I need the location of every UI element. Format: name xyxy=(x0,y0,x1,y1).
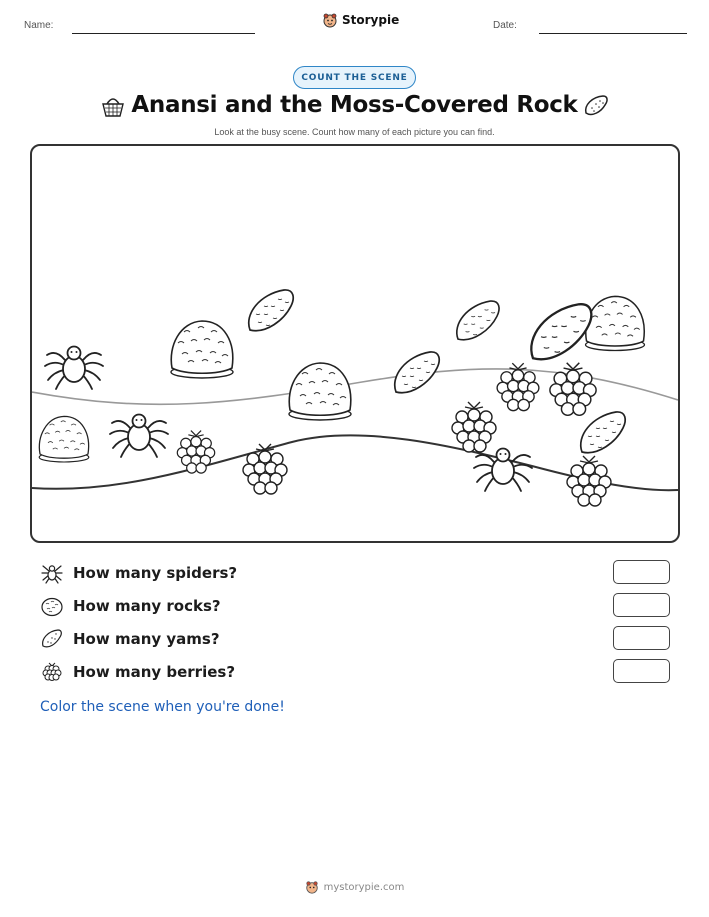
storypie-mascot-icon xyxy=(305,880,319,894)
name-line[interactable] xyxy=(72,33,255,34)
footer-site: mystorypie.com xyxy=(323,881,405,893)
date-label: Date: xyxy=(493,20,517,31)
scene-rock xyxy=(289,363,351,420)
question-text: How many berries? xyxy=(73,663,236,681)
busy-scene xyxy=(30,144,680,543)
answer-box-rocks[interactable] xyxy=(613,593,670,617)
answer-box-berries[interactable] xyxy=(613,659,670,683)
question-berries xyxy=(40,659,670,685)
answer-box-yams[interactable] xyxy=(613,626,670,650)
scene-berry xyxy=(452,402,496,452)
question-yams xyxy=(40,626,670,652)
scene-rock xyxy=(586,296,645,350)
scene-yam xyxy=(249,290,293,331)
spider-icon xyxy=(40,561,64,585)
scene-berry xyxy=(177,431,214,474)
worksheet-tag: COUNT THE SCENE xyxy=(293,66,416,89)
question-rocks xyxy=(40,593,670,619)
scene-yam xyxy=(581,412,625,453)
storypie-mascot-icon xyxy=(322,12,338,28)
scene-spider xyxy=(474,449,532,492)
scene-yam xyxy=(395,352,439,393)
rock-icon xyxy=(40,594,64,618)
scene-rock xyxy=(39,416,89,462)
date-line[interactable] xyxy=(539,33,687,34)
question-text: How many spiders? xyxy=(73,564,238,582)
worksheet-title: Anansi and the Moss-Covered Rock xyxy=(131,92,578,118)
name-label: Name: xyxy=(24,20,54,31)
scene-yam xyxy=(457,301,499,340)
question-text: How many rocks? xyxy=(73,597,221,615)
question-text: How many yams? xyxy=(73,630,220,648)
berry-icon xyxy=(40,660,64,684)
worksheet-subtitle: Look at the busy scene. Count how many of each picture you can find. xyxy=(214,127,495,137)
brand xyxy=(322,12,399,28)
yam-icon xyxy=(40,627,64,651)
brand-name: Storypie xyxy=(342,13,400,27)
scene-spider xyxy=(45,347,103,390)
yam-icon xyxy=(582,93,610,119)
scene-berry xyxy=(243,444,287,494)
question-spiders xyxy=(40,560,670,586)
scene-berry xyxy=(550,363,596,416)
scene-spider xyxy=(110,415,168,458)
footer xyxy=(0,880,709,894)
answer-box-spiders[interactable] xyxy=(613,560,670,584)
scene-rock xyxy=(171,321,233,378)
scene-yam xyxy=(531,304,591,359)
scene-berry xyxy=(567,456,611,506)
closing-note: Color the scene when you're done! xyxy=(40,699,285,715)
